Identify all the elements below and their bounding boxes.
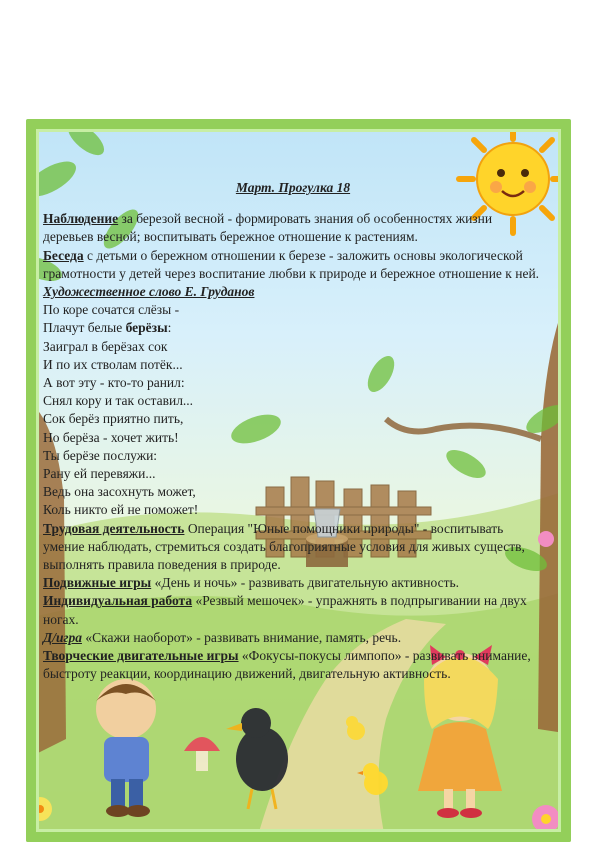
didactic-game-text: «Скажи наоборот» - развивать внимание, память, речь.	[81, 629, 402, 645]
observation-paragraph	[43, 210, 543, 246]
conversation-label: Беседа	[43, 247, 84, 263]
poem-line: Снял кору и так оставил...	[43, 393, 194, 409]
poem-heading	[43, 283, 543, 301]
didactic-game-paragraph	[43, 629, 543, 647]
poem-line-part: :	[167, 320, 172, 336]
labor-paragraph	[43, 520, 543, 575]
poem-heading-label: Художественное слово Е. Груданов	[43, 284, 255, 300]
poem-line: Рану ей перевяжи...	[43, 466, 156, 482]
poem-line: Коль никто ей не поможет!	[43, 502, 199, 518]
creative-games-label: Творческие двигательные игры	[43, 648, 239, 664]
page-card	[26, 119, 571, 842]
outdoor-games-text: «День и ночь» - развивать двигательную активность.	[151, 575, 460, 591]
poem-line: Сок берёз приятно пить,	[43, 411, 184, 427]
conversation-text: с детьми о бережном отношении к березе - заложить основы экологической грамотности у детей через воспитание любви к природе и бережное отношение к ней.	[43, 247, 540, 281]
poem-line: По коре сочатся слёзы -	[43, 302, 180, 318]
poem-line: Ведь она засохнуть может,	[43, 484, 196, 500]
poem-line: Но берёза - хочет жить!	[43, 429, 179, 445]
didactic-game-label: Д/игра	[43, 629, 82, 645]
creative-games-text: «Фокусы-покусы лимпопо» - развивать внимание, быстроту реакции, координацию движений, двигательную активность.	[43, 648, 531, 682]
creative-games-paragraph	[43, 647, 543, 683]
poem-line-bold-word: берёзы	[125, 320, 168, 336]
poem-line: А вот эту - кто-то ранил:	[43, 375, 185, 391]
walk-plan-text	[43, 179, 543, 683]
labor-label: Трудовая деятельность	[43, 520, 185, 536]
outdoor-games-paragraph	[43, 574, 543, 592]
individual-work-label: Индивидуальная работа	[43, 593, 193, 609]
individual-work-text: «Резвый мешочек» - упражнять в подпрыгивании на двух ногах.	[43, 593, 527, 627]
observation-label: Наблюдение	[43, 211, 119, 227]
poem-line	[43, 319, 543, 337]
poem-line: Заиграл в берёзах сок	[43, 338, 168, 354]
poem-line-part: Плачут белые	[43, 320, 126, 336]
conversation-paragraph	[43, 247, 543, 283]
labor-text: Операция "Юные помощники природы" - воспитывать умение наблюдать, стремиться создать благоприятные условия для живых существ, выполнять правила поведения в природе.	[43, 520, 525, 573]
page-title: Март. Прогулка 18	[235, 180, 351, 195]
poem-line: И по их стволам потёк...	[43, 356, 183, 372]
poem-line: Ты берёзе послужи:	[43, 447, 158, 463]
individual-work-paragraph	[43, 592, 543, 628]
outdoor-games-label: Подвижные игры	[43, 575, 152, 591]
observation-text: за березой весной - формировать знания об особенностях жизни деревьев весной; воспитывать бережное отношение к растениям.	[43, 211, 493, 245]
